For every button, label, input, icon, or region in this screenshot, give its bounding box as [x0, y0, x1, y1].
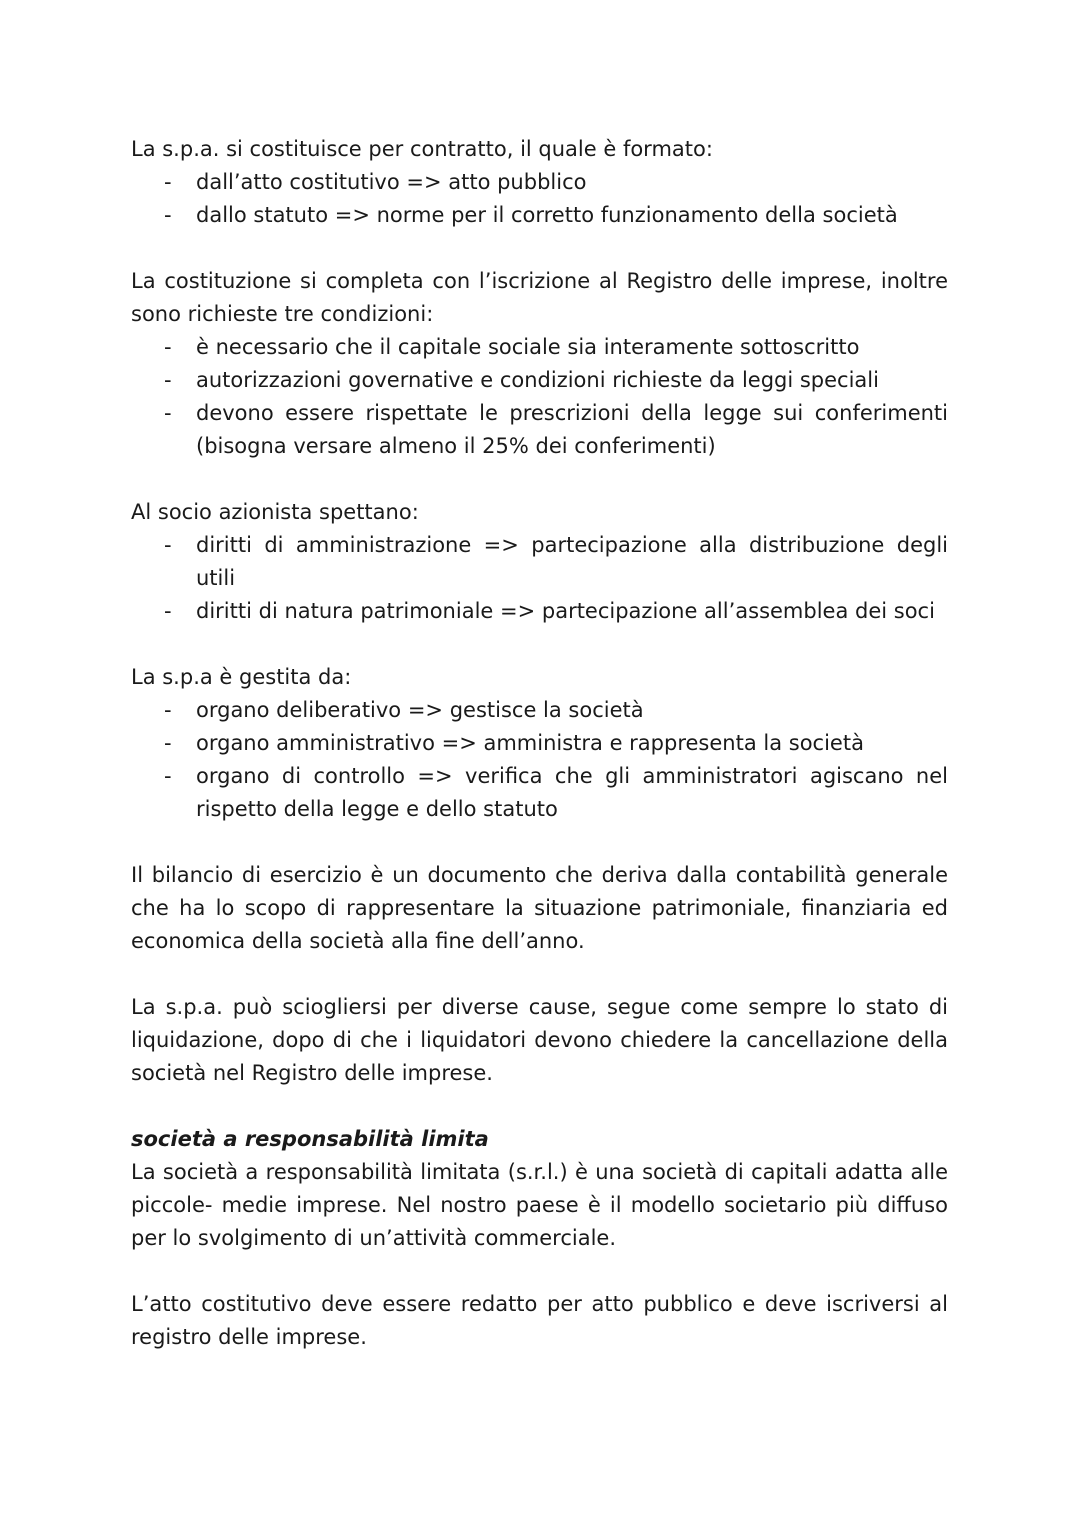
spa-management-section — [131, 661, 948, 826]
spa-registration-intro: La costituzione si completa con l’iscrizione al Registro delle imprese, inoltre sono richieste tre condizioni: — [131, 269, 948, 326]
shareholder-rights-intro: Al socio azionista spettano: — [131, 500, 419, 524]
srl-section — [131, 1123, 948, 1354]
list-item: - devono essere rispettate le prescrizioni della legge sui conferimenti (bisogna versare almeno il 25% dei conferimenti) — [131, 397, 948, 463]
list-item: - dall’atto costitutivo => atto pubblico — [131, 166, 948, 199]
list-item: - organo deliberativo => gestisce la società — [131, 694, 948, 727]
list-item: - autorizzazioni governative e condizioni richieste da leggi speciali — [131, 364, 948, 397]
balance-sheet-paragraph: Il bilancio di esercizio è un documento che deriva dalla contabilità generale che ha lo scopo di rappresentare la situazione patrimoniale, finanziaria ed economica della società alla fine dell’anno. — [131, 863, 948, 953]
spa-formation-list — [131, 166, 948, 232]
spa-formation-intro: La s.p.a. si costituisce per contratto, il quale è formato: — [131, 137, 713, 161]
list-item: - dallo statuto => norme per il corretto funzionamento della società — [131, 199, 948, 232]
dissolution-paragraph: La s.p.a. può sciogliersi per diverse cause, segue come sempre lo stato di liquidazione, dopo di che i liquidatori devono chiedere la cancellazione della società nel Registro delle imprese. — [131, 995, 948, 1085]
list-item: - diritti di amministrazione => partecipazione alla distribuzione degli utili — [131, 529, 948, 595]
document-body — [131, 133, 948, 1354]
spa-registration-section — [131, 265, 948, 463]
list-item: - organo amministrativo => amministra e rappresenta la società — [131, 727, 948, 760]
srl-deed-paragraph: L’atto costitutivo deve essere redatto per atto pubblico e deve iscriversi al registro delle imprese. — [131, 1292, 948, 1349]
list-item: - è necessario che il capitale sociale sia interamente sottoscritto — [131, 331, 948, 364]
shareholder-rights-list — [131, 529, 948, 628]
spa-management-list — [131, 694, 948, 826]
spa-registration-list — [131, 331, 948, 463]
srl-definition: La società a responsabilità limitata (s.r.l.) è una società di capitali adatta alle piccole- medie imprese. Nel nostro paese è il modello societario più diffuso per lo svolgimento di un’attività commerciale. — [131, 1160, 948, 1250]
spa-management-intro: La s.p.a è gestita da: — [131, 665, 352, 689]
list-item: - organo di controllo => verifica che gli amministratori agiscano nel rispetto della legge e dello statuto — [131, 760, 948, 826]
spa-formation-section — [131, 133, 948, 232]
shareholder-rights-section — [131, 496, 948, 628]
list-item: - diritti di natura patrimoniale => partecipazione all’assemblea dei soci — [131, 595, 948, 628]
srl-heading: società a responsabilità limita — [131, 1127, 489, 1151]
